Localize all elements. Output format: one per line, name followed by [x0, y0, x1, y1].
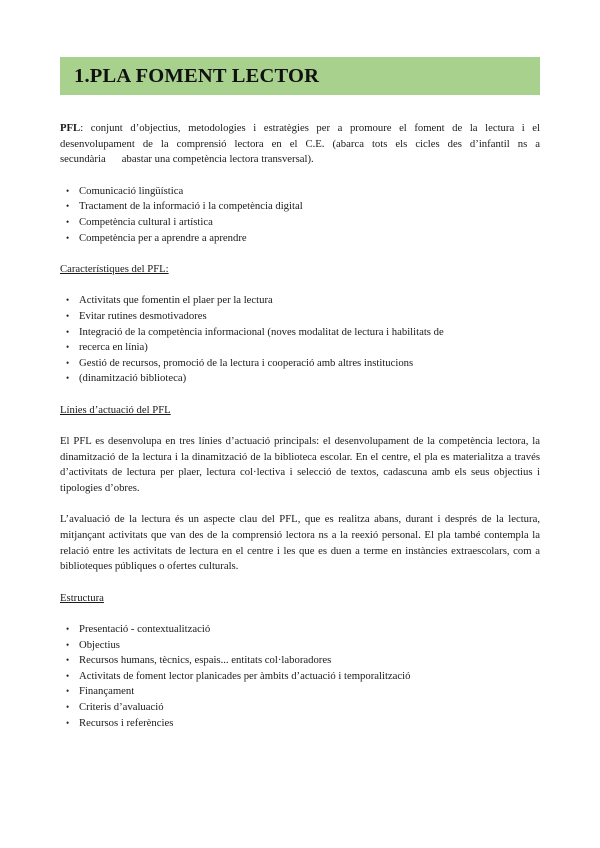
title-banner: [60, 57, 540, 95]
list-item: • Presentació - contextualització: [60, 622, 540, 638]
intro-text: : conjunt d’objectius, metodologies i estratègies per a promoure el foment de la lectura i el desenvolupament de la comprensió lectora en el C.E. (abarca tots els cicles des d’infantil ns a secundària: [60, 122, 540, 166]
structure-list: [60, 622, 540, 731]
characteristics-heading: Característiques del PFL:: [60, 263, 169, 276]
intro-text-continued: abastar una competència lectora transversal).: [121, 153, 314, 166]
list-item: • Recursos humans, tècnics, espais... entitats col·laboradores: [60, 653, 540, 669]
list-item: • recerca en línia): [60, 340, 540, 356]
list-item: • Comunicació lingüística: [60, 184, 540, 200]
list-item: • (dinamització biblioteca): [60, 371, 540, 387]
document-body: [60, 121, 540, 731]
evaluation-paragraph: L’avaluació de la lectura és un aspecte clau del PFL, que es realitza abans, durant i després de la lectura, mitjançant activitats que van des de la comprensió lectora ns a la reexió personal. El pla també contempla la relació entre les activitats de lectura en el centre i les que es duen a terme en instàncies extraescolars, com a biblioteques públiques o ofertes culturals.: [60, 513, 540, 573]
lines-of-action-heading: Línies d’actuació del PFL: [60, 403, 171, 416]
list-item: • Integració de la competència informacional (noves modalitat de lectura i habilitats de: [60, 325, 540, 341]
list-item: • Finançament: [60, 684, 540, 700]
list-item: • Activitats que fomentin el plaer per la lectura: [60, 293, 540, 309]
list-item: • Evitar rutines desmotivadores: [60, 309, 540, 325]
intro-bold-term: PFL: [60, 122, 81, 134]
page-title: 1.PLA FOMENT LECTOR: [74, 64, 320, 87]
list-item: • Competència per a aprendre a aprendre: [60, 231, 540, 247]
list-item: • Gestió de recursos, promoció de la lectura i cooperació amb altres institucions: [60, 356, 540, 372]
intro-paragraph: [60, 121, 540, 168]
list-item: • Criteris d’avaluació: [60, 700, 540, 716]
characteristics-list: [60, 293, 540, 387]
competencies-list: [60, 184, 540, 246]
list-item: • Objectius: [60, 638, 540, 654]
lines-of-action-paragraph: El PFL es desenvolupa en tres línies d’actuació principals: el desenvolupament de la competència lectora, la dinamització de la lectura i la dinamització de la biblioteca escolar. En el centre, el pla es materialitza a través d’activitats de lectura per plaer, lectura col·lectiva i selecció de textos, cadascuna amb els seus objectius i tipologies d’obres.: [60, 435, 540, 494]
list-item: • Tractament de la informació i la competència digital: [60, 199, 540, 215]
structure-heading: Estructura: [60, 591, 104, 604]
list-item: • Competència cultural i artística: [60, 215, 540, 231]
list-item: • Activitats de foment lector planicades per àmbits d’actuació i temporalització: [60, 669, 540, 685]
list-item: • Recursos i referències: [60, 716, 540, 732]
